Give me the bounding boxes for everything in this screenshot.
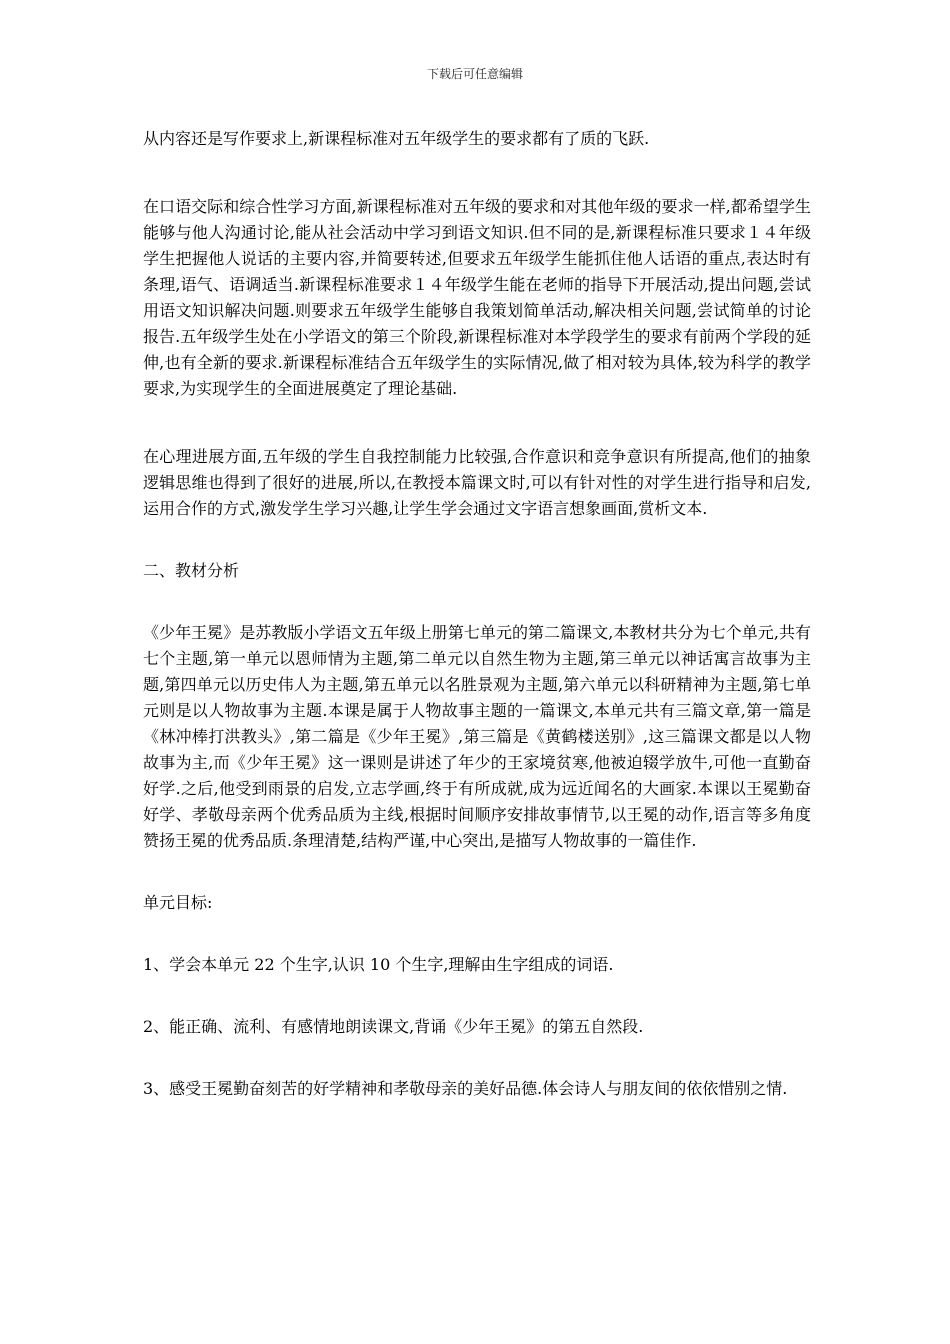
section-heading-textbook-analysis: 二、教材分析 <box>143 561 240 580</box>
unit-goal-1: 1、学会本单元 22 个生字,认识 10 个生字,理解由生字组成的词语. <box>143 955 614 974</box>
unit-goal-2: 2、能正确、流利、有感情地朗读课文,背诵《少年王冕》的第五自然段. <box>143 1017 644 1036</box>
paragraph-oral-communication: 在口语交际和综合性学习方面,新课程标准对五年级的要求和对其他年级的要求一样,都希望学生能够与他人沟通讨论,能从社会活动中学习到语文知识.但不同的是,新课程标准只要求１４年级学生把握他人说话的主要内容,并简要转述,但要求五年级学生能抓住他人话语的重点,表达时有条理,语气、语调适当.新课程标准要求１４年级学生能在老师的指导下开展活动,提出问题,尝试用语文知识解决问题.则要求五年级学生能够自我策划简单活动,解决相关问题,尝试简单的讨论报告.五年级学生处在小学语文的第三个阶段,新课程标准对本学段学生的要求有前两个学段的延伸,也有全新的要求.新课程标准结合五年级学生的实际情况,做了相对较为具体,较为科学的教学要求,为实现学生的全面进展奠定了理论基础. <box>143 197 811 398</box>
unit-goal-3: 3、感受王冕勤奋刻苦的好学精神和孝敬母亲的美好品德.体会诗人与朋友间的依依惜别之情. <box>143 1079 788 1098</box>
paragraph-psychology: 在心理进展方面,五年级的学生自我控制能力比较强,合作意识和竞争意识有所提高,他们的抽象逻辑思维也得到了很好的进展,所以,在教授本篇课文时,可以有针对性的对学生进行指导和启发,运用合作的方式,激发学生学习兴趣,让学生学会通过文字语言想象画面,赏析文本. <box>143 447 811 518</box>
paragraph-intro: 从内容还是写作要求上,新课程标准对五年级学生的要求都有了质的飞跃. <box>143 129 650 148</box>
document-body <box>143 126 811 1102</box>
paragraph-textbook-analysis: 《少年王冕》是苏教版小学语文五年级上册第七单元的第二篇课文,本教材共分为七个单元,共有七个主题,第一单元以恩师情为主题,第二单元以自然生物为主题,第三单元以神话寓言故事为主题,第四单元以历史伟人为主题,第五单元以名胜景观为主题,第六单元以科研精神为主题,第七单元则是以人物故事为主题.本课是属于人物故事主题的一篇课文,本单元共有三篇文章,第一篇是《林冲棒打洪教头》,第二篇是《少年王冕》,第三篇是《黄鹤楼送别》,这三篇课文都是以人物故事为主,而《少年王冕》这一课则是讲述了年少的王家境贫寒,他被迫辍学放牛,可他一直勤奋好学.之后,他受到雨景的启发,立志学画,终于有所成就,成为远近闻名的大画家.本课以王冕勤奋好学、孝敬母亲两个优秀品质为主线,根据时间顺序安排故事情节,以王冕的动作,语言等多角度赞扬王冕的优秀品质.条理清楚,结构严谨,中心突出,是描写人物故事的一篇佳作. <box>143 623 811 850</box>
page-header: 下载后可任意编辑 <box>426 67 523 81</box>
unit-goals-heading: 单元目标: <box>143 893 213 912</box>
